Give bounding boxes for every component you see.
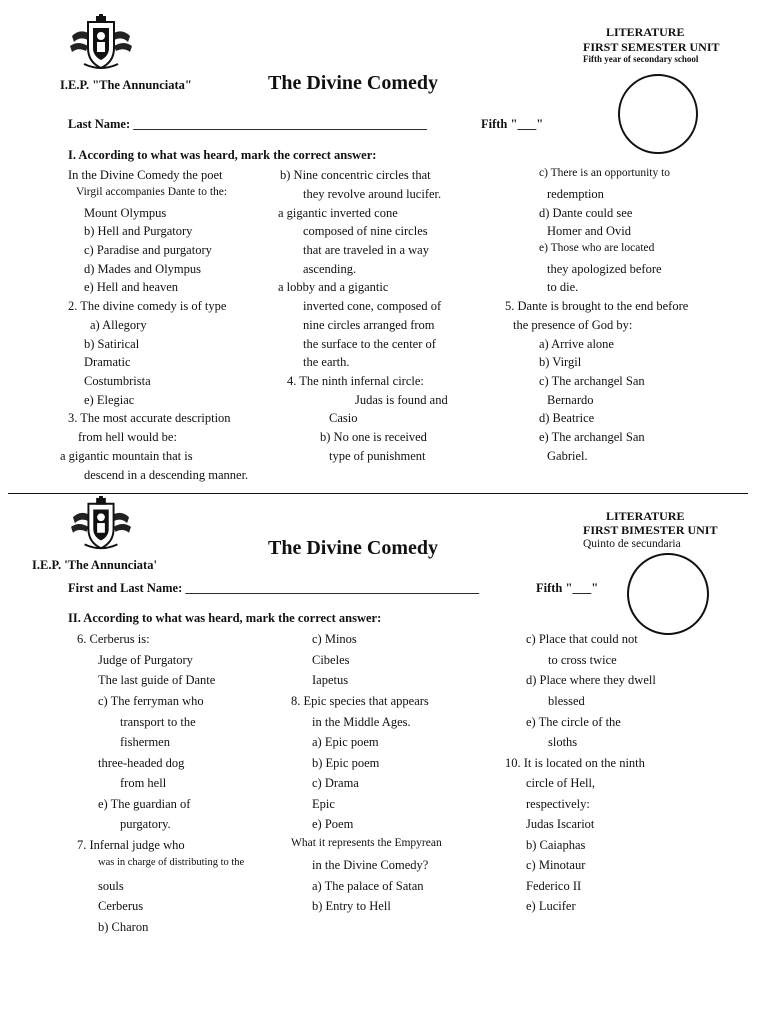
answer-option[interactable]: Iapetus <box>312 673 349 687</box>
answer-option[interactable]: e) Elegiac <box>84 393 135 407</box>
answer-option[interactable]: b) Hell and Purgatory <box>84 224 193 238</box>
answer-option[interactable]: to cross twice <box>548 653 617 667</box>
answer-option[interactable]: descend in a descending manner. <box>84 468 249 482</box>
answer-option[interactable]: sloths <box>548 735 578 749</box>
answer-option[interactable]: e) Lucifer <box>526 899 576 913</box>
question-text: In the Divine Comedy the poet <box>68 168 223 182</box>
section-heading: I. According to what was heard, mark the correct answer: <box>68 148 377 162</box>
answer-option[interactable]: Gabriel. <box>547 449 588 463</box>
answer-option[interactable]: c) Place that could not <box>526 632 638 646</box>
answer-option[interactable]: Costumbrista <box>84 374 151 388</box>
question-text: in the Middle Ages. <box>312 715 411 729</box>
answer-option[interactable]: Cibeles <box>312 653 350 667</box>
page-title: The Divine Comedy <box>268 537 438 559</box>
answer-option[interactable]: e) The circle of the <box>526 715 621 729</box>
answer-option[interactable]: type of punishment <box>329 449 426 463</box>
answer-option[interactable]: Homer and Ovid <box>547 224 632 238</box>
question-text: 8. Epic species that appears <box>291 694 429 708</box>
answer-option[interactable]: they revolve around lucifer. <box>303 187 442 201</box>
grade-circle[interactable] <box>618 74 698 154</box>
grade-label: Fifth year of secondary school <box>583 54 699 64</box>
answer-option[interactable]: c) The archangel San <box>539 374 645 388</box>
page-title: The Divine Comedy <box>268 72 438 94</box>
question-text: 3. The most accurate description <box>68 411 231 425</box>
answer-option[interactable]: they apologized before <box>547 262 662 276</box>
answer-option[interactable]: c) Minos <box>312 632 357 646</box>
question-text: What it represents the Empyrean <box>291 837 442 849</box>
answer-option[interactable]: Dramatic <box>84 355 131 369</box>
answer-option[interactable]: b) Caiaphas <box>526 838 586 852</box>
question-text: 6. Cerberus is: <box>77 632 150 646</box>
subject-label: LITERATURE <box>606 25 685 39</box>
question-text: 4. The ninth infernal circle: <box>287 374 424 388</box>
school-crest-icon <box>66 496 136 559</box>
answer-option[interactable]: d) Mades and Olympus <box>84 262 201 276</box>
answer-option[interactable]: ascending. <box>303 262 357 276</box>
answer-option[interactable]: fishermen <box>120 735 170 749</box>
answer-option[interactable]: c) There is an opportunity to <box>539 167 671 179</box>
answer-option[interactable]: c) Paradise and purgatory <box>84 243 212 257</box>
answer-option[interactable]: a) Epic poem <box>312 735 379 749</box>
answer-option[interactable]: c) Drama <box>312 776 359 790</box>
answer-option[interactable]: e) The guardian of <box>98 797 191 811</box>
question-text: respectively: <box>526 797 590 811</box>
grade-field[interactable]: Fifth "___" <box>536 581 599 595</box>
question-text: 5. Dante is brought to the end before <box>505 299 689 313</box>
section-heading: II. According to what was heard, mark the correct answer: <box>68 611 382 625</box>
answer-option[interactable]: b) Epic poem <box>312 756 380 770</box>
question-text: the presence of God by: <box>513 318 633 332</box>
question-text: circle of Hell, <box>526 776 596 790</box>
answer-option[interactable]: the surface to the center of <box>303 337 436 351</box>
answer-option[interactable]: Casio <box>329 411 358 425</box>
answer-option[interactable]: from hell <box>120 776 167 790</box>
question-text: souls <box>98 879 124 893</box>
answer-option[interactable]: inverted cone, composed of <box>303 299 442 313</box>
answer-option[interactable]: Federico II <box>526 879 582 893</box>
answer-option[interactable]: redemption <box>547 187 604 201</box>
answer-option[interactable]: b) Virgil <box>539 355 582 369</box>
answer-option[interactable]: b) Entry to Hell <box>312 899 391 913</box>
section-divider <box>8 493 748 494</box>
answer-option[interactable]: c) Minotaur <box>526 858 586 872</box>
answer-option[interactable]: Judas is found and <box>355 393 448 407</box>
answer-option[interactable]: to die. <box>547 280 579 294</box>
answer-option[interactable]: purgatory. <box>120 817 171 831</box>
answer-option[interactable]: Judas Iscariot <box>526 817 595 831</box>
question-text: in the Divine Comedy? <box>312 858 429 872</box>
grade-label: Quinto de secundaria <box>583 538 681 550</box>
question-text: from hell would be: <box>78 430 177 444</box>
answer-option[interactable]: transport to the <box>120 715 196 729</box>
unit-label: FIRST BIMESTER UNIT <box>583 523 718 537</box>
grade-field[interactable]: Fifth "___" <box>481 117 544 131</box>
answer-option[interactable]: c) The ferryman who <box>98 694 204 708</box>
answer-option[interactable]: Mount Olympus <box>84 206 167 220</box>
answer-option[interactable]: b) Charon <box>98 920 149 934</box>
answer-option[interactable]: Epic <box>312 797 335 811</box>
answer-option[interactable]: a gigantic mountain that is <box>60 449 193 463</box>
answer-option[interactable]: d) Beatrice <box>539 411 595 425</box>
answer-option[interactable]: Bernardo <box>547 393 594 407</box>
answer-option[interactable]: b) Satirical <box>84 337 140 351</box>
answer-option[interactable]: d) Dante could see <box>539 206 633 220</box>
answer-option[interactable]: Cerberus <box>98 899 144 913</box>
answer-option[interactable]: The last guide of Dante <box>98 673 216 687</box>
subject-label: LITERATURE <box>606 509 685 523</box>
question-text: Virgil accompanies Dante to the: <box>76 186 228 198</box>
answer-option[interactable]: Judge of Purgatory <box>98 653 193 667</box>
answer-option[interactable]: a) Arrive alone <box>539 337 614 351</box>
answer-option[interactable]: a) Allegory <box>90 318 147 332</box>
question-text: 7. Infernal judge who <box>77 838 185 852</box>
answer-option[interactable]: b) No one is received <box>320 430 427 444</box>
question-text: 2. The divine comedy is of type <box>68 299 227 313</box>
answer-option[interactable]: d) Place where they dwell <box>526 673 656 687</box>
school-name: I.E.P. "The Annunciata" <box>60 78 192 92</box>
school-name: I.E.P. 'The Annunciata' <box>32 558 157 572</box>
answer-option[interactable]: e) Poem <box>312 817 354 831</box>
answer-option[interactable]: three-headed dog <box>98 756 185 770</box>
answer-option[interactable]: a) The palace of Satan <box>312 879 424 893</box>
answer-option[interactable]: a gigantic inverted cone <box>278 206 398 220</box>
answer-option[interactable]: nine circles arranged from <box>303 318 435 332</box>
answer-option[interactable]: blessed <box>548 694 585 708</box>
unit-label: FIRST SEMESTER UNIT <box>583 40 720 54</box>
answer-option[interactable]: that are traveled in a way <box>303 243 429 257</box>
name-field[interactable]: Last Name: _______________________________________________ <box>68 117 428 131</box>
question-text: was in charge of distributing to the <box>98 857 245 868</box>
answer-option[interactable]: e) The archangel San <box>539 430 645 444</box>
name-field[interactable]: First and Last Name: _______________________________________________ <box>68 581 480 595</box>
school-crest-icon <box>66 14 136 79</box>
grade-circle[interactable] <box>627 553 709 635</box>
answer-option[interactable]: e) Those who are located <box>539 242 655 254</box>
answer-option[interactable]: the earth. <box>303 355 350 369</box>
answer-option[interactable]: e) Hell and heaven <box>84 280 179 294</box>
answer-option[interactable]: b) Nine concentric circles that <box>280 168 431 182</box>
answer-option[interactable]: composed of nine circles <box>303 224 428 238</box>
answer-option[interactable]: a lobby and a gigantic <box>278 280 389 294</box>
question-text: 10. It is located on the ninth <box>505 756 645 770</box>
